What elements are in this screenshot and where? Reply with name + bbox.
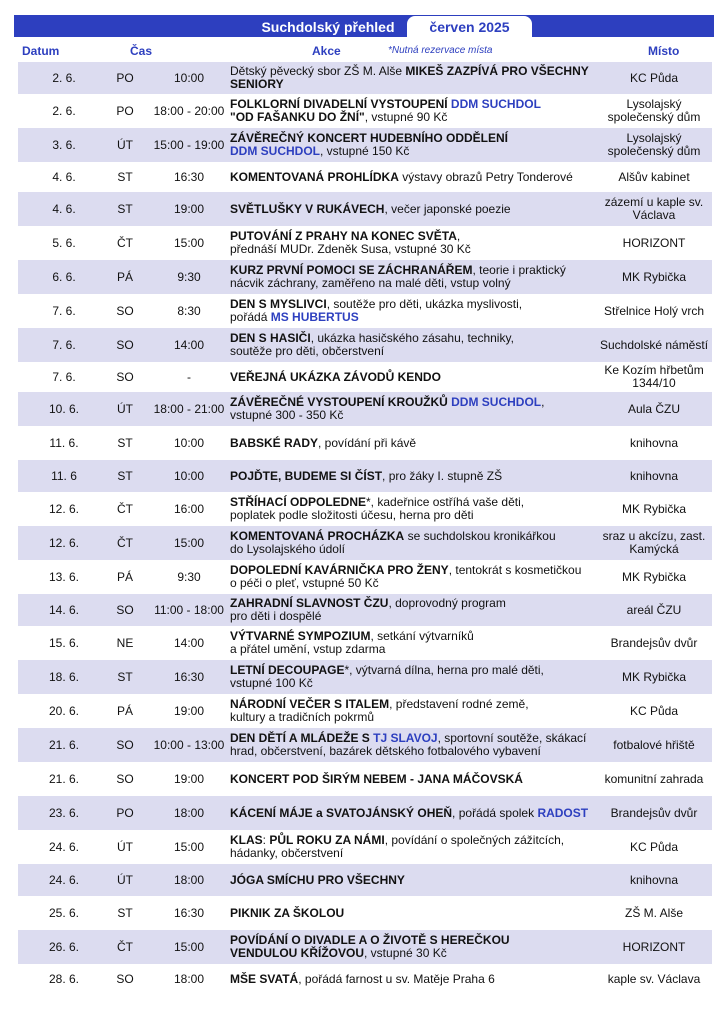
event-weekday: PÁ	[116, 269, 133, 284]
event-description-segment: DDM SUCHDOL	[230, 144, 320, 158]
event-place: Brandejsův dvůr	[610, 635, 698, 650]
event-description-segment: , teorie i praktický nácvik záchrany, zaměřeno na malé děti, vstup volný	[230, 263, 566, 290]
reservation-note: *Nutná rezervace místa	[388, 45, 493, 56]
event-description-text	[230, 203, 511, 216]
event-description-segment: pořádá	[230, 310, 271, 324]
event-place: HORIZONT	[622, 235, 686, 250]
event-description-text	[230, 698, 529, 724]
event-row	[18, 830, 712, 864]
event-description-segment: VENDULOU KŘÍŽOVOU	[230, 946, 365, 960]
event-date: 2. 6.	[52, 103, 76, 118]
event-description-segment: KONCERT POD ŠIRÝM NEBEM - JANA MÁČOVSKÁ	[230, 771, 523, 786]
event-row	[18, 594, 712, 626]
event-date: 10. 6.	[48, 401, 80, 416]
event-row	[18, 62, 712, 94]
event-time: 18:00	[173, 872, 205, 887]
event-description-segment: , soutěže pro děti, ukázka myslivosti,	[326, 297, 523, 311]
event-description-segment: DDM SUCHDOL	[451, 395, 542, 409]
event-date: 20. 6.	[48, 703, 80, 718]
event-description-segment: , pro žáky I. stupně ZŠ	[382, 468, 503, 483]
event-weekday: ČT	[117, 501, 133, 516]
event-time: 15:00	[173, 235, 205, 250]
event-description-segment: KOMENTOVANÁ PROHLÍDKA	[230, 169, 399, 184]
event-description-segment: o péči o pleť, vstupné 50 Kč	[230, 576, 379, 590]
event-place: zázemí u kaple sv. Václava	[604, 195, 704, 222]
event-description-segment: KLAS	[230, 833, 263, 847]
event-row	[18, 526, 712, 560]
event-description	[230, 460, 606, 492]
event-date: 24. 6.	[48, 872, 80, 887]
event-description-segment: , vstupné 30 Kč	[364, 946, 447, 960]
event-time: 10:00	[173, 435, 205, 450]
event-row	[18, 226, 712, 260]
event-description-segment: DDM SUCHDOL	[450, 97, 541, 111]
event-weekday: ÚT	[117, 137, 133, 152]
event-row	[18, 492, 712, 526]
event-time: 16:30	[173, 169, 205, 184]
event-row	[18, 328, 712, 362]
event-description-segment: FOLKLORNÍ DIVADELNÍ VYSTOUPENÍ	[230, 97, 451, 111]
event-description-segment: KÁCENÍ MÁJE a SVATOJÁNSKÝ OHEŇ	[230, 805, 453, 820]
event-description-text	[230, 264, 602, 290]
event-row	[18, 392, 712, 426]
event-description-segment: soutěže pro děti, občerstvení	[230, 344, 385, 358]
event-row	[18, 560, 712, 594]
event-date: 21. 6.	[48, 737, 80, 752]
event-description	[230, 728, 606, 762]
event-description-text	[230, 470, 502, 483]
event-description-segment: *, výtvarná dílna, herna pro malé děti,	[344, 663, 544, 677]
event-description	[230, 62, 606, 94]
event-time: 18:00 - 20:00	[153, 103, 225, 118]
event-description-segment: POJĎTE, BUDEME SI ČÍST	[230, 468, 383, 483]
event-description-segment: KOMENTOVANÁ PROCHÁZKA	[230, 529, 405, 543]
event-description-segment: přednáší MUDr. Zdeněk Susa, vstupné 30 Kč	[230, 242, 471, 256]
event-date: 25. 6.	[48, 905, 80, 920]
event-date: 13. 6.	[48, 569, 80, 584]
event-description-segment: STŘÍHACÍ ODPOLEDNE	[230, 495, 367, 509]
event-description-segment: , vstupné 90 Kč	[364, 110, 448, 124]
event-description-segment: a přátel umění, vstup zdarma	[230, 642, 386, 656]
event-date: 18. 6.	[48, 669, 80, 684]
event-description	[230, 964, 606, 994]
event-description-segment: :	[262, 833, 270, 847]
event-weekday: ČT	[117, 939, 133, 954]
event-description-segment: DEN DĚTÍ A MLÁDEŽE S	[230, 731, 374, 745]
event-description-text	[230, 664, 544, 690]
event-row	[18, 864, 712, 896]
event-description	[230, 560, 606, 594]
event-place: HORIZONT	[622, 939, 686, 954]
event-description-segment: TJ SLAVOJ	[373, 731, 438, 745]
event-description-segment: LETNÍ DECOUPAGE	[230, 663, 345, 677]
event-row	[18, 426, 712, 460]
event-weekday: ST	[117, 201, 133, 216]
event-description	[230, 260, 606, 294]
event-description	[230, 128, 606, 162]
event-time: 9:30	[177, 569, 201, 584]
events-table	[18, 62, 712, 994]
event-description-segment: SVĚTLUŠKY V RUKÁVECH	[230, 201, 385, 216]
event-time: 16:00	[173, 501, 205, 516]
event-description-segment: ZÁVĚREČNÉ VYSTOUPENÍ KROUŽKŮ	[230, 395, 452, 409]
event-row	[18, 362, 712, 392]
event-description-segment: , setkání výtvarníků	[370, 629, 474, 643]
event-weekday: SO	[116, 971, 134, 986]
event-description-segment: výstavy obrazů Petry Tonderové	[398, 169, 573, 184]
event-description	[230, 328, 606, 362]
event-date: 7. 6.	[52, 303, 76, 318]
event-description-segment: NÁRODNÍ VEČER S ITALEM	[230, 697, 390, 711]
event-time: 16:30	[173, 669, 205, 684]
event-description-text	[230, 773, 523, 786]
event-time: 10:00	[173, 70, 205, 85]
event-date: 14. 6.	[48, 602, 80, 617]
event-place: Ke Kozím hřbetům 1344/10	[604, 363, 704, 390]
event-date: 3. 6.	[52, 137, 76, 152]
event-row	[18, 294, 712, 328]
event-weekday: ÚT	[117, 839, 133, 854]
event-weekday: SO	[116, 771, 134, 786]
event-row	[18, 192, 712, 226]
event-weekday: PÁ	[116, 703, 133, 718]
event-place: KC Půda	[629, 70, 679, 85]
event-description-text	[230, 496, 524, 522]
event-description-segment: RADOST	[537, 805, 589, 820]
event-description-text	[230, 230, 471, 256]
event-description	[230, 626, 606, 660]
event-description-segment: , večer japonské poezie	[384, 201, 511, 216]
event-description-segment: , vstupné 150 Kč	[320, 144, 410, 158]
event-date: 26. 6.	[48, 939, 80, 954]
event-description-segment: do Lysolajského údolí	[230, 542, 345, 556]
event-description-text	[230, 171, 573, 184]
event-description	[230, 492, 606, 526]
event-row	[18, 260, 712, 294]
event-description	[230, 694, 606, 728]
event-description-text	[230, 630, 474, 656]
event-row	[18, 460, 712, 492]
event-date: 28. 6.	[48, 971, 80, 986]
column-header-time: Čas	[130, 44, 153, 58]
event-description-segment: pro děti i dospělé	[230, 609, 322, 623]
event-place: Lysolajský společenský dům	[607, 97, 701, 124]
event-row	[18, 796, 712, 830]
event-date: 2. 6.	[52, 70, 76, 85]
event-place: sraz u akcízu, zast. Kamýcká	[602, 529, 706, 556]
event-description	[230, 594, 606, 626]
event-weekday: PÁ	[116, 569, 133, 584]
event-description	[230, 896, 606, 930]
event-description-text	[230, 907, 344, 920]
event-time: 14:00	[173, 337, 205, 352]
event-row	[18, 128, 712, 162]
event-row	[18, 762, 712, 796]
event-place: areál ČZU	[626, 602, 682, 617]
event-place: KC Půda	[629, 703, 679, 718]
event-description-text	[230, 934, 510, 960]
event-description	[230, 294, 606, 328]
event-weekday: ST	[117, 468, 133, 483]
event-description-segment: *, kadeřnice ostříhá vaše děti,	[366, 495, 525, 509]
event-row	[18, 162, 712, 192]
event-description	[230, 162, 606, 192]
event-description-segment: ,	[541, 395, 545, 409]
event-row	[18, 728, 712, 762]
event-description-text	[230, 874, 405, 887]
event-date: 11. 6	[51, 468, 77, 483]
event-description	[230, 94, 606, 128]
event-place: MK Rybička	[621, 269, 686, 284]
event-time: 18:00	[173, 805, 205, 820]
event-place: KC Půda	[629, 839, 679, 854]
event-description-segment: , pořádá spolek	[452, 805, 538, 820]
event-description-text	[230, 732, 602, 758]
event-weekday: SO	[116, 737, 134, 752]
event-description-segment: DEN S HASIČI	[230, 331, 311, 345]
event-description	[230, 930, 606, 964]
event-description-text	[230, 396, 544, 422]
event-description	[230, 392, 606, 426]
event-weekday: PO	[116, 103, 134, 118]
event-weekday: SO	[116, 602, 134, 617]
event-description	[230, 796, 606, 830]
event-description-text	[230, 65, 602, 91]
event-description-segment: , tentokrát s kosmetičkou	[448, 563, 582, 577]
event-description-segment: , ukázka hasičského zásahu, techniky,	[310, 331, 514, 345]
event-description	[230, 192, 606, 226]
event-time: 19:00	[173, 201, 205, 216]
event-time: 16:30	[173, 905, 205, 920]
event-description-segment: ZAHRADNÍ SLAVNOST ČZU	[230, 596, 389, 610]
event-description-segment: vstupné 100 Kč	[230, 676, 313, 690]
event-date: 21. 6.	[48, 771, 80, 786]
event-place: Střelnice Holý vrch	[603, 303, 705, 318]
event-description	[230, 762, 606, 796]
event-row	[18, 94, 712, 128]
event-description-segment: , doprovodný program	[388, 596, 506, 610]
event-description-text	[230, 132, 508, 158]
event-date: 4. 6.	[52, 169, 76, 184]
event-weekday: ST	[117, 169, 133, 184]
event-date: 7. 6.	[52, 337, 76, 352]
event-description-segment: KURZ PRVNÍ POMOCI SE ZÁCHRANÁŘEM	[230, 263, 473, 277]
event-row	[18, 694, 712, 728]
event-weekday: PO	[116, 805, 134, 820]
event-description-text	[230, 597, 506, 623]
event-time: 10:00	[173, 468, 205, 483]
event-description-segment: POVÍDÁNÍ O DIVADLE A O ŽIVOTĚ S HEREČKOU	[230, 933, 510, 947]
page-title: Suchdolský přehled	[261, 19, 395, 35]
event-time: 9:30	[177, 269, 201, 284]
event-time: 19:00	[173, 703, 205, 718]
month-tab: červen 2025	[407, 16, 532, 37]
event-place: Brandejsův dvůr	[610, 805, 698, 820]
event-description-segment: vstupné 300 - 350 Kč	[230, 408, 344, 422]
event-place: fotbalové hřiště	[613, 737, 695, 752]
event-place: MK Rybička	[621, 569, 686, 584]
event-weekday: SO	[116, 369, 134, 384]
event-place: Alšův kabinet	[618, 169, 690, 184]
event-date: 7. 6.	[52, 369, 76, 384]
event-time: 18:00	[173, 971, 205, 986]
event-weekday: ČT	[117, 535, 133, 550]
event-description-text	[230, 332, 514, 358]
event-description-segment: PUTOVÁNÍ Z PRAHY NA KONEC SVĚTA	[230, 229, 457, 243]
event-description-segment: kultury a tradičních pokrmů	[230, 710, 375, 724]
event-date: 24. 6.	[48, 839, 80, 854]
event-place: kaple sv. Václava	[607, 971, 701, 986]
event-time: 15:00 - 19:00	[153, 137, 225, 152]
event-row	[18, 930, 712, 964]
event-description-text	[230, 98, 541, 124]
event-place: knihovna	[629, 872, 679, 887]
event-place: MK Rybička	[621, 501, 686, 516]
event-description-segment: , povídání při kávě	[318, 435, 417, 450]
event-description	[230, 226, 606, 260]
event-date: 23. 6.	[48, 805, 80, 820]
column-header-date: Datum	[22, 44, 60, 58]
event-description-text	[230, 564, 581, 590]
event-place: Lysolajský společenský dům	[607, 131, 701, 158]
event-description-segment: MS HUBERTUS	[270, 310, 359, 324]
event-weekday: NE	[116, 635, 134, 650]
event-weekday: SO	[116, 337, 134, 352]
event-date: 11. 6.	[49, 435, 79, 450]
event-description-segment: , představení rodné země,	[389, 697, 529, 711]
event-description-text	[230, 807, 588, 820]
event-description-segment: MŠE SVATÁ	[230, 971, 299, 986]
event-weekday: ST	[117, 905, 133, 920]
event-description-segment: PŮL ROKU ZA NÁMI	[269, 833, 385, 847]
event-description-text	[230, 973, 495, 986]
event-description	[230, 830, 606, 864]
event-description-segment: MIKEŠ ZAZPÍVÁ PRO VŠECHNY SENIORY	[230, 64, 589, 91]
event-description-text	[230, 530, 556, 556]
event-place: ZŠ M. Alše	[624, 905, 683, 920]
event-place: knihovna	[629, 468, 679, 483]
event-description-segment: BABSKÉ RADY	[230, 435, 319, 450]
event-time: -	[187, 369, 191, 384]
event-description-segment: PIKNIK ZA ŠKOLOU	[230, 905, 345, 920]
event-time: 11:00 - 18:00	[154, 602, 224, 617]
event-time: 15:00	[173, 535, 205, 550]
event-description-segment: VÝTVARNÉ SYMPOZIUM	[230, 629, 371, 643]
column-header-place: Místo	[648, 44, 680, 58]
event-date: 12. 6.	[48, 535, 80, 550]
event-place: knihovna	[629, 435, 679, 450]
event-description	[230, 864, 606, 896]
event-row	[18, 660, 712, 694]
column-header-action: Akce	[312, 44, 341, 58]
event-description-segment: , povídání o společných zážitcích,	[384, 833, 565, 847]
event-time: 19:00	[173, 771, 205, 786]
event-time: 10:00 - 13:00	[153, 737, 225, 752]
event-description-segment: VEŘEJNÁ UKÁZKA ZÁVODŮ KENDO	[230, 369, 441, 384]
event-row	[18, 896, 712, 930]
event-description-segment: "OD FAŠANKU DO ŽNÍ"	[230, 110, 365, 124]
event-description-segment: Dětský pěvecký sbor ZŠ M. Alše	[230, 64, 406, 78]
event-description-segment: , sportovní soutěže, skákací hrad, občerstvení, bazárek dětského fotbalového vybavení	[230, 731, 587, 758]
event-description-segment: , pořádá farnost u sv. Matěje Praha 6	[298, 971, 495, 986]
event-time: 15:00	[173, 939, 205, 954]
event-description-segment: DEN S MYSLIVCI	[230, 297, 327, 311]
event-date: 15. 6.	[48, 635, 80, 650]
event-description-segment: DOPOLEDNÍ KAVÁRNIČKA PRO ŽENY	[230, 563, 449, 577]
event-place: Aula ČZU	[627, 401, 680, 416]
event-date: 4. 6.	[52, 201, 76, 216]
event-time: 14:00	[173, 635, 205, 650]
event-time: 18:00 - 21:00	[153, 401, 225, 416]
event-date: 6. 6.	[52, 269, 76, 284]
event-place: Suchdolské náměstí	[599, 337, 709, 352]
event-row	[18, 964, 712, 994]
event-description	[230, 660, 606, 694]
event-date: 5. 6.	[52, 235, 76, 250]
event-place: MK Rybička	[621, 669, 686, 684]
event-weekday: ÚT	[117, 872, 133, 887]
event-description-segment: ,	[456, 229, 461, 243]
event-description	[230, 526, 606, 560]
event-description-segment: JÓGA SMÍCHU PRO VŠECHNY	[230, 872, 405, 887]
event-description-text	[230, 437, 416, 450]
event-weekday: ÚT	[117, 401, 133, 416]
event-date: 12. 6.	[48, 501, 80, 516]
event-place: komunitní zahrada	[604, 771, 704, 786]
event-weekday: SO	[116, 303, 134, 318]
event-description-text	[230, 371, 441, 384]
event-weekday: ČT	[117, 235, 133, 250]
event-description-segment: poplatek podle složitosti účesu, herna pro děti	[230, 508, 474, 522]
event-row	[18, 626, 712, 660]
event-description-segment: hádanky, občerstvení	[230, 846, 344, 860]
event-description	[230, 362, 606, 392]
event-time: 8:30	[177, 303, 201, 318]
event-description-segment: se suchdolskou kronikářkou	[404, 529, 556, 543]
event-weekday: PO	[116, 70, 134, 85]
event-description-text	[230, 834, 564, 860]
event-description-segment: ZÁVĚREČNÝ KONCERT HUDEBNÍHO ODDĚLENÍ	[230, 131, 509, 145]
event-time: 15:00	[173, 839, 205, 854]
event-weekday: ST	[117, 435, 133, 450]
event-description	[230, 426, 606, 460]
event-description-text	[230, 298, 522, 324]
event-weekday: ST	[117, 669, 133, 684]
